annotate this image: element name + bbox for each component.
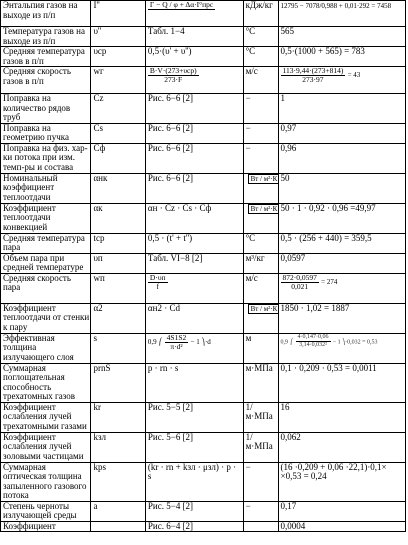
param-value: 0,5·(1000 + 565) = 783 [278, 47, 406, 67]
param-symbol: kps [91, 462, 145, 501]
table-row [1, 462, 406, 501]
param-unit: кДж/кг [243, 1, 278, 27]
param-name: Коэффициент ослабления лучей золовыми частицами [1, 432, 91, 462]
param-value: 0,17 [278, 501, 406, 521]
param-symbol: Cs [91, 123, 145, 143]
param-name: Эффективная толщина излучающего слоя [1, 333, 91, 363]
table-row [1, 333, 406, 363]
value-fraction: $\frac{872\cdot 0,0597}{0,021}$ [282, 273, 317, 291]
param-value: 0,96 [278, 143, 406, 173]
param-value: 0,1 · 0,209 · 0,53 = 0,0011 [278, 363, 406, 402]
param-name: Объем пара при средней температуре [1, 253, 91, 273]
param-symbol: αк [91, 203, 145, 233]
param-value: 1850 · 1,02 = 1887 [278, 303, 406, 333]
param-name: Коэффициент ослабления лучей трехатомными газами [1, 402, 91, 432]
param-formula: Рис. 5−5 [2] [145, 402, 243, 432]
param-value: (16 ·0,209 + 0,06 ·22,1)·0,1× ×0,53 = 0,24 [278, 462, 406, 501]
table-row [1, 47, 406, 67]
param-value: 0,0597 [278, 253, 406, 273]
param-symbol: α2 [91, 303, 145, 333]
param-symbol: υср [91, 47, 145, 67]
table-row [1, 143, 406, 173]
param-symbol: wп [91, 273, 145, 303]
param-name: Поправка на физ. хар-ки потока при изм. темп-ры и состава [1, 143, 91, 173]
param-name: Суммарная поглощательная способность трехатомных газов [1, 363, 91, 402]
param-unit: − [243, 143, 278, 173]
param-unit: м/с [243, 273, 278, 303]
param-symbol [91, 521, 145, 532]
param-name: Поправка на количество рядов труб [1, 94, 91, 124]
param-formula: Рис. 6−6 [2] [145, 94, 243, 124]
formula-fraction: $\frac{4S1S2}{\text{π·d²}}$ [166, 333, 187, 351]
param-value: 1 [278, 94, 406, 124]
table-row [1, 1, 406, 27]
param-name: Средняя скорость газов в п/п [1, 67, 91, 94]
param-unit: Вт / м²·К [243, 203, 278, 233]
param-unit: − [243, 462, 278, 501]
param-unit: − [243, 501, 278, 521]
param-formula [145, 1, 243, 27]
param-value: 0,5 · (256 + 440) = 359,5 [278, 233, 406, 253]
param-formula: Рис. 5−4 [2] [145, 501, 243, 521]
param-symbol: αнк [91, 173, 145, 203]
param-formula: 0,5 · (t' + t'') [145, 233, 243, 253]
param-symbol: s [91, 333, 145, 363]
param-symbol: kr [91, 402, 145, 432]
table-row [1, 203, 406, 233]
table-row [1, 123, 406, 143]
formula-fraction: $\frac{\text{B·V·(273+υср)}}{273\cdot F}$ [149, 66, 197, 84]
table-row [1, 521, 406, 532]
param-formula: αн · Cz · Cs · Cф [145, 203, 243, 233]
param-value: $\frac{113\cdot 9,44\cdot(273+814)}{273\cdot 97}$ = 43 [278, 67, 406, 94]
param-formula: Рис. 6−6 [2] [145, 173, 243, 203]
param-formula: αн2 · Cd [145, 303, 243, 333]
param-value: $\frac{872\cdot 0,0597}{0,021}$ = 274 [278, 273, 406, 303]
table-row [1, 402, 406, 432]
table-row [1, 303, 406, 333]
param-name: Степень черноты излучающей среды [1, 501, 91, 521]
param-value: 50 [278, 173, 406, 203]
param-unit: 1/ м·МПа [243, 402, 278, 432]
param-formula: Рис. 5−6 [2] [145, 432, 243, 462]
param-formula: Рис. 6−6 [2] [145, 143, 243, 173]
table-row [1, 363, 406, 402]
param-unit [243, 521, 278, 532]
param-value: 0,062 [278, 432, 406, 462]
param-formula [145, 273, 243, 303]
param-unit: Вт / м²·К [243, 303, 278, 333]
param-formula: Табл. VI−8 [2] [145, 253, 243, 273]
param-unit: м·МПа [243, 363, 278, 402]
table-row [1, 253, 406, 273]
param-name: Номинальный коэффициент теплоотдачи [1, 173, 91, 203]
param-formula: 0,5·(υ' + υ'') [145, 47, 243, 67]
param-unit: °С [243, 27, 278, 47]
param-symbol: a [91, 501, 145, 521]
value-fraction: $\frac{4\cdot 0,147\cdot 0,06}{\text{3,14·0,032²}}$ [297, 333, 329, 348]
param-unit: − [243, 123, 278, 143]
table-row [1, 67, 406, 94]
table-row [1, 273, 406, 303]
table-row [1, 94, 406, 124]
param-symbol: υ'' [91, 27, 145, 47]
param-symbol: Cz [91, 94, 145, 124]
table-row [1, 173, 406, 203]
param-name: Коэффициент [1, 521, 91, 532]
param-name: Коэффициент теплоотдачи конвекцией [1, 203, 91, 233]
param-symbol: tср [91, 233, 145, 253]
param-value: 50 · 1 · 0,92 · 0,96 =49,97 [278, 203, 406, 233]
param-symbol: I'' [91, 1, 145, 27]
param-symbol: Cф [91, 143, 145, 173]
param-unit: м³/кг [243, 253, 278, 273]
table-row [1, 27, 406, 47]
param-unit: м/с [243, 67, 278, 94]
param-formula [145, 67, 243, 94]
param-name: Поправка на геометрию пучка [1, 123, 91, 143]
formula-fraction: Г − Q / φ + Δα·I°прс [149, 0, 214, 10]
param-formula: 0,9 ⎛ $\frac{4S1S2}{\text{π·d²}}$ − 1 ⎞·d [145, 333, 243, 363]
param-value: 16 [278, 402, 406, 432]
param-formula: Рис. 6−4 [2] [145, 521, 243, 532]
table-row [1, 432, 406, 462]
param-name: Энтальпия газов на выходе из п/п [1, 1, 91, 27]
param-value: 0,9 ⎛ $\frac{4\cdot 0,147\cdot 0,06}{\text{3,14·0,032²}}$ − 1 ⎞·0,032 = 0,53 [278, 333, 406, 363]
param-name: Суммарная оптическая толщина запыленного газового потока [1, 462, 91, 501]
param-symbol: wг [91, 67, 145, 94]
value-fraction: $\frac{113\cdot 9,44\cdot(273+814)}{273\cdot 97}$ [282, 66, 344, 84]
param-name: Средняя температура газов в п/п [1, 47, 91, 67]
param-value: 565 [278, 27, 406, 47]
param-value: 12795 − 7078/0,988 + 0,01·292 = 7458 [278, 1, 406, 27]
param-name: Средняя скорость пара [1, 273, 91, 303]
param-formula: Табл. 1−4 [145, 27, 243, 47]
param-formula: p · rn · s [145, 363, 243, 402]
param-symbol: prnS [91, 363, 145, 402]
param-name: Коэффициент теплоотдачи от стенки к пару [1, 303, 91, 333]
param-formula: Рис. 6−6 [2] [145, 123, 243, 143]
param-unit: °С [243, 233, 278, 253]
param-name: Температура газов на выходе из п/п [1, 27, 91, 47]
param-value: 0,97 [278, 123, 406, 143]
param-value: 0,0004 [278, 521, 406, 532]
param-symbol: kзл [91, 432, 145, 462]
param-symbol: υп [91, 253, 145, 273]
table-row [1, 233, 406, 253]
param-unit: м [243, 333, 278, 363]
param-unit: °С [243, 47, 278, 67]
param-unit: − [243, 94, 278, 124]
param-unit: 1/ м·МПа [243, 432, 278, 462]
formula-fraction: $\frac{D\cdot\upsilon п}{f}$ [149, 273, 166, 291]
table-row [1, 501, 406, 521]
param-name: Средняя температура пара [1, 233, 91, 253]
param-formula: (kr · rn + kзл · μзл) · p · s [145, 462, 243, 501]
param-unit: Вт / м²·К [243, 173, 278, 203]
